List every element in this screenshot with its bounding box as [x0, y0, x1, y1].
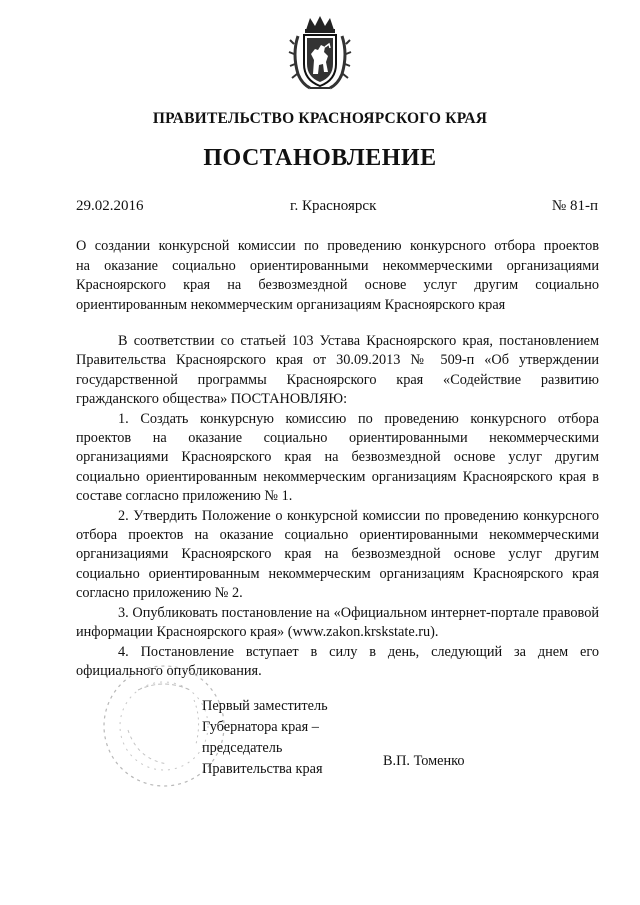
coat-of-arms-icon: [288, 14, 352, 94]
signatory-position-line: Правительства края: [202, 761, 323, 777]
subject-line: на оказание социально ориентированными некоммерческими организациями: [76, 257, 599, 274]
decree-item-3: 3. Опубликовать постановление на «Официальном интернет-портале правовой информации Красноярского края» (www.zakon.krskstate.ru).: [76, 604, 599, 641]
subject-line: ориентированным некоммерческим организациям Красноярского края: [76, 296, 506, 313]
document-body: [76, 332, 599, 681]
signatory-position: [202, 696, 328, 780]
document-number: № 81-п: [551, 198, 598, 214]
government-title: ПРАВИТЕЛЬСТВО КРАСНОЯРСКОГО КРАЯ: [152, 110, 488, 127]
signatory-position-line: председатель: [202, 740, 283, 756]
subject-line: О создании конкурсной комиссии по проведению конкурсного отбора проектов: [76, 238, 599, 254]
signatory-position-line: Губернатора края –: [202, 719, 319, 735]
preamble-paragraph: В соответствии со статьей 103 Устава Красноярского края, постановлением Правительства Красноярского края от 30.09.2013 № 509-п «Об утверждении государственной программы Красноярского края «Содействие развитию гражданского общества» ПОСТАНОВЛЯЮ:: [76, 333, 599, 408]
document-date: 29.02.2016: [76, 198, 144, 214]
document-city: г. Красноярск: [290, 198, 377, 214]
subject-line: Красноярского края на безвозмездной основе услуг другим социально: [76, 277, 599, 294]
decree-item-1: 1. Создать конкурсную комиссию по проведению конкурсного отбора проектов на оказание социально ориентированными некоммерческими организациями Красноярского края на безвозмездной основе услуг другим социально ориентированным некоммерческим организациям Красноярского края в составе согласно приложению № 1.: [76, 410, 599, 505]
signatory-name: В.П. Томенко: [383, 753, 465, 769]
document-subject: [76, 237, 599, 315]
document-type-title: ПОСТАНОВЛЕНИЕ: [203, 145, 437, 171]
signatory-position-line: Первый заместитель: [202, 698, 328, 714]
decree-item-4: 4. Постановление вступает в силу в день, следующий за днем его официального опубликования.: [76, 643, 599, 679]
decree-item-2: 2. Утвердить Положение о конкурсной комиссии по проведению конкурсного отбора проектов на оказание социально ориентированными некоммерческими организациями Красноярского края на безвозмездной основе услуг другим социально ориентированным некоммерческим организациям Красноярского края согласно приложению № 2.: [76, 507, 599, 602]
